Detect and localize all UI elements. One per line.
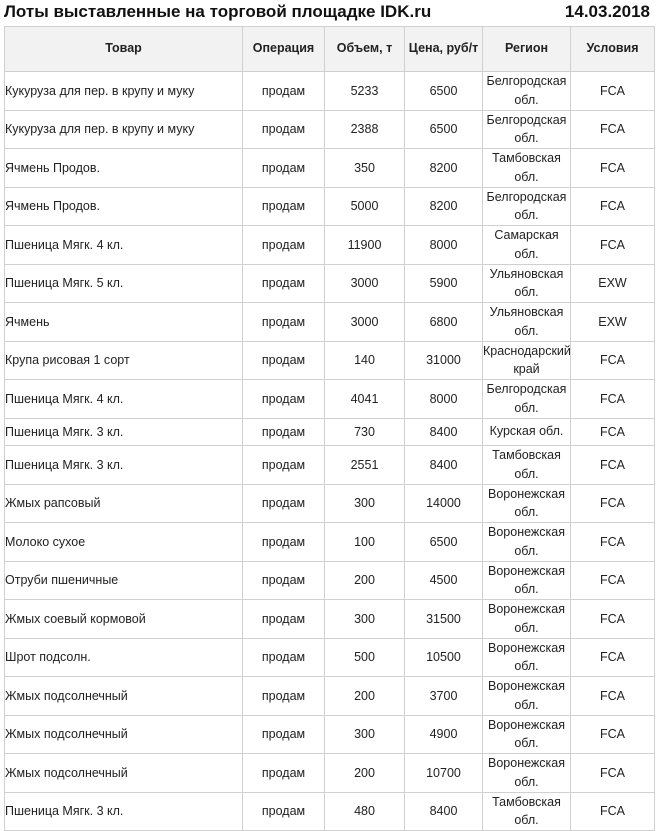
- cell-price: 5900: [405, 264, 483, 303]
- cell-conditions: FCA: [571, 226, 655, 265]
- cell-product: Жмых соевый кормовой: [5, 600, 243, 639]
- cell-volume: 2551: [325, 446, 405, 485]
- cell-operation: продам: [243, 341, 325, 380]
- cell-region: Тамбовская обл.: [483, 446, 571, 485]
- cell-operation: продам: [243, 638, 325, 677]
- cell-price: 4900: [405, 715, 483, 754]
- cell-conditions: EXW: [571, 264, 655, 303]
- table-row: [5, 264, 655, 303]
- cell-price: 8200: [405, 149, 483, 188]
- cell-product: Пшеница Мягк. 3 кл.: [5, 792, 243, 831]
- cell-region: Воронежская обл.: [483, 677, 571, 716]
- cell-volume: 730: [325, 418, 405, 446]
- cell-product: Пшеница Мягк. 3 кл.: [5, 418, 243, 446]
- cell-conditions: FCA: [571, 715, 655, 754]
- table-row: [5, 418, 655, 446]
- cell-operation: продам: [243, 226, 325, 265]
- table-row: [5, 149, 655, 188]
- cell-volume: 500: [325, 638, 405, 677]
- cell-operation: продам: [243, 72, 325, 111]
- cell-conditions: FCA: [571, 638, 655, 677]
- cell-region: Тамбовская обл.: [483, 149, 571, 188]
- table-row: [5, 110, 655, 149]
- table-row: [5, 484, 655, 523]
- cell-volume: 300: [325, 484, 405, 523]
- cell-conditions: FCA: [571, 677, 655, 716]
- cell-product: Отруби пшеничные: [5, 561, 243, 600]
- column-header-product: Товар: [5, 27, 243, 72]
- cell-operation: продам: [243, 110, 325, 149]
- lots-table-body: [5, 72, 655, 831]
- cell-region: Самарская обл.: [483, 226, 571, 265]
- column-header-region: Регион: [483, 27, 571, 72]
- lots-table: [4, 26, 655, 831]
- cell-operation: продам: [243, 418, 325, 446]
- cell-operation: продам: [243, 264, 325, 303]
- table-row: [5, 638, 655, 677]
- cell-product: Ячмень: [5, 303, 243, 342]
- table-row: [5, 523, 655, 562]
- cell-price: 4500: [405, 561, 483, 600]
- cell-conditions: FCA: [571, 187, 655, 226]
- cell-price: 8400: [405, 446, 483, 485]
- cell-volume: 200: [325, 677, 405, 716]
- cell-product: Жмых подсолнечный: [5, 754, 243, 793]
- cell-conditions: FCA: [571, 72, 655, 111]
- cell-region: Ульяновская обл.: [483, 303, 571, 342]
- cell-operation: продам: [243, 792, 325, 831]
- cell-price: 8000: [405, 380, 483, 419]
- cell-conditions: FCA: [571, 380, 655, 419]
- table-row: [5, 677, 655, 716]
- cell-region: Ульяновская обл.: [483, 264, 571, 303]
- column-header-operation: Операция: [243, 27, 325, 72]
- cell-volume: 100: [325, 523, 405, 562]
- cell-operation: продам: [243, 149, 325, 188]
- cell-volume: 200: [325, 754, 405, 793]
- cell-volume: 350: [325, 149, 405, 188]
- cell-product: Молоко сухое: [5, 523, 243, 562]
- cell-conditions: FCA: [571, 149, 655, 188]
- cell-operation: продам: [243, 303, 325, 342]
- cell-region: Воронежская обл.: [483, 754, 571, 793]
- cell-volume: 5000: [325, 187, 405, 226]
- cell-conditions: FCA: [571, 418, 655, 446]
- cell-price: 10700: [405, 754, 483, 793]
- cell-conditions: FCA: [571, 446, 655, 485]
- cell-operation: продам: [243, 561, 325, 600]
- cell-conditions: FCA: [571, 341, 655, 380]
- cell-volume: 300: [325, 715, 405, 754]
- cell-operation: продам: [243, 715, 325, 754]
- page-title: Лоты выставленные на торговой площадке IDK.ru: [4, 2, 432, 21]
- cell-price: 6500: [405, 72, 483, 111]
- table-row: [5, 600, 655, 639]
- table-row: [5, 187, 655, 226]
- cell-volume: 300: [325, 600, 405, 639]
- table-row: [5, 226, 655, 265]
- cell-product: Пшеница Мягк. 5 кл.: [5, 264, 243, 303]
- cell-price: 3700: [405, 677, 483, 716]
- table-row: [5, 715, 655, 754]
- cell-region: Воронежская обл.: [483, 638, 571, 677]
- cell-operation: продам: [243, 187, 325, 226]
- column-header-conditions: Условия: [571, 27, 655, 72]
- cell-volume: 140: [325, 341, 405, 380]
- cell-region: Тамбовская обл.: [483, 792, 571, 831]
- header-row: [5, 27, 655, 72]
- cell-product: Ячмень Продов.: [5, 187, 243, 226]
- lots-table-header: [5, 27, 655, 72]
- cell-price: 8400: [405, 792, 483, 831]
- cell-conditions: FCA: [571, 561, 655, 600]
- cell-region: Воронежская обл.: [483, 561, 571, 600]
- cell-region: Краснодарский край: [483, 341, 571, 380]
- cell-price: 8000: [405, 226, 483, 265]
- table-row: [5, 341, 655, 380]
- cell-product: Ячмень Продов.: [5, 149, 243, 188]
- cell-price: 8200: [405, 187, 483, 226]
- column-header-volume: Объем, т: [325, 27, 405, 72]
- cell-price: 6500: [405, 110, 483, 149]
- cell-operation: продам: [243, 754, 325, 793]
- cell-region: Воронежская обл.: [483, 600, 571, 639]
- cell-region: Белгородская обл.: [483, 110, 571, 149]
- cell-operation: продам: [243, 523, 325, 562]
- cell-price: 31000: [405, 341, 483, 380]
- cell-volume: 3000: [325, 303, 405, 342]
- cell-conditions: EXW: [571, 303, 655, 342]
- cell-volume: 480: [325, 792, 405, 831]
- cell-conditions: FCA: [571, 110, 655, 149]
- cell-operation: продам: [243, 600, 325, 639]
- cell-price: 6800: [405, 303, 483, 342]
- cell-volume: 2388: [325, 110, 405, 149]
- cell-product: Пшеница Мягк. 4 кл.: [5, 380, 243, 419]
- cell-product: Крупа рисовая 1 сорт: [5, 341, 243, 380]
- cell-region: Белгородская обл.: [483, 380, 571, 419]
- table-row: [5, 561, 655, 600]
- cell-volume: 4041: [325, 380, 405, 419]
- table-row: [5, 792, 655, 831]
- table-row: [5, 754, 655, 793]
- table-row: [5, 72, 655, 111]
- cell-product: Жмых подсолнечный: [5, 715, 243, 754]
- cell-price: 14000: [405, 484, 483, 523]
- cell-product: Пшеница Мягк. 4 кл.: [5, 226, 243, 265]
- cell-operation: продам: [243, 380, 325, 419]
- cell-region: Курская обл.: [483, 418, 571, 446]
- column-header-price: Цена, руб/т: [405, 27, 483, 72]
- cell-conditions: FCA: [571, 484, 655, 523]
- cell-product: Шрот подсолн.: [5, 638, 243, 677]
- cell-region: Воронежская обл.: [483, 523, 571, 562]
- cell-conditions: FCA: [571, 600, 655, 639]
- cell-price: 10500: [405, 638, 483, 677]
- cell-operation: продам: [243, 484, 325, 523]
- cell-product: Жмых рапсовый: [5, 484, 243, 523]
- cell-product: Жмых подсолнечный: [5, 677, 243, 716]
- cell-operation: продам: [243, 677, 325, 716]
- cell-volume: 11900: [325, 226, 405, 265]
- cell-region: Белгородская обл.: [483, 72, 571, 111]
- cell-region: Воронежская обл.: [483, 484, 571, 523]
- cell-volume: 3000: [325, 264, 405, 303]
- cell-operation: продам: [243, 446, 325, 485]
- cell-region: Белгородская обл.: [483, 187, 571, 226]
- table-row: [5, 446, 655, 485]
- cell-product: Кукуруза для пер. в крупу и муку: [5, 110, 243, 149]
- table-row: [5, 303, 655, 342]
- cell-product: Пшеница Мягк. 3 кл.: [5, 446, 243, 485]
- cell-price: 31500: [405, 600, 483, 639]
- cell-price: 8400: [405, 418, 483, 446]
- cell-volume: 5233: [325, 72, 405, 111]
- cell-region: Воронежская обл.: [483, 715, 571, 754]
- cell-volume: 200: [325, 561, 405, 600]
- cell-conditions: FCA: [571, 754, 655, 793]
- cell-price: 6500: [405, 523, 483, 562]
- cell-product: Кукуруза для пер. в крупу и муку: [5, 72, 243, 111]
- page-header: [0, 0, 656, 26]
- table-row: [5, 380, 655, 419]
- cell-conditions: FCA: [571, 792, 655, 831]
- report-date: 14.03.2018: [564, 2, 650, 21]
- cell-conditions: FCA: [571, 523, 655, 562]
